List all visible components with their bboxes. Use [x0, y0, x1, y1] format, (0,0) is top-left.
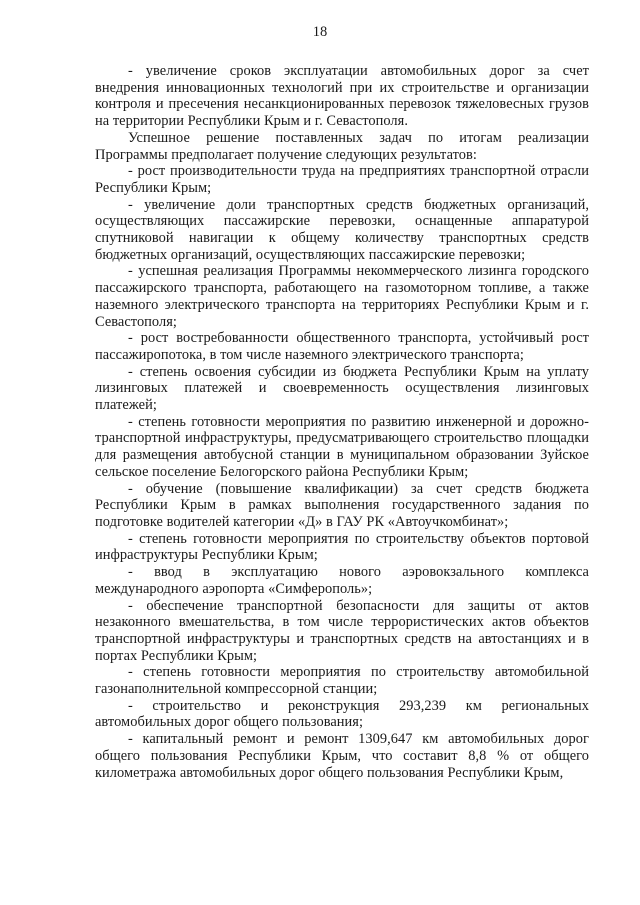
list-item-road-construction: - строительство и реконструкция 293,239 км региональных автомобильных дорог общего пользования; — [95, 697, 589, 731]
document-body — [95, 63, 589, 781]
list-item-port-infrastructure: - степень готовности мероприятия по строительству объектов портовой инфраструктуры Республики Крым; — [95, 530, 589, 564]
list-item-airport-terminal: - ввод в эксплуатацию нового аэровокзального комплекса международного аэропорта «Симферополь»; — [95, 564, 589, 597]
list-item-labor-productivity: - рост производительности труда на предприятиях транспортной отрасли Республики Крым; — [95, 163, 589, 196]
list-item-leasing-program: - успешная реализация Программы некоммерческого лизинга городского пассажирского транспорта, работающего на газомоторном топливе, а также наземного электрического транспорта на территориях Республики Крым и г. Севастополя; — [95, 263, 589, 330]
list-item-gas-station: - степень готовности мероприятия по строительству автомобильной газонаполнительной компрессорной станции; — [95, 664, 589, 698]
list-item-transport-security: - обеспечение транспортной безопасности для защиты от актов незаконного вмешательства, в том числе террористических актов объектов транспортной инфраструктуры и транспортных средств на автостанциях и в портах Республики Крым; — [95, 597, 589, 664]
list-item-leasing-subsidy: - степень освоения субсидии из бюджета Республики Крым на уплату лизинговых платежей и своевременность осуществления лизинговых платежей; — [95, 363, 589, 414]
list-item-driver-training: - обучение (повышение квалификации) за счет средств бюджета Республики Крым в рамках выполнения государственного задания по подготовке водителей категории «Д» в ГАУ РК «Автоучкомбинат»; — [95, 480, 589, 530]
list-item-public-transport-demand: - рост востребованности общественного транспорта, устойчивый рост пассажиропотока, в том числе наземного электрического транспорта; — [95, 330, 589, 363]
page-number: 18 — [312, 24, 328, 40]
paragraph-increase-road-lifetime: - увеличение сроков эксплуатации автомобильных дорог за счет внедрения инновационных технологий при их строительстве и организации контроля и пресечения несанкционированных перевозок тяжеловесных грузов на территории Республики Крым и г. Севастополя. — [95, 63, 589, 130]
list-item-satellite-navigation-share: - увеличение доли транспортных средств бюджетных организаций, осуществляющих пассажирские перевозки, оснащенные аппаратурой спутниковой навигации к общему количеству транспортных средств бюджетных организаций, осуществляющих пассажирские перевозки; — [95, 196, 589, 263]
list-item-bus-station-construction: - степень готовности мероприятия по развитию инженерной и дорожно-транспортной инфраструктуры, предусматривающего строительство площадки для размещения автобусной станции в муниципальном образовании Зуйское сельское поселение Белогорского района Республики Крым; — [95, 413, 589, 480]
paragraph-expected-results-intro: Успешное решение поставленных задач по итогам реализации Программы предполагает получение следующих результатов: — [95, 129, 589, 163]
list-item-road-repair: - капитальный ремонт и ремонт 1309,647 км автомобильных дорог общего пользования Республики Крым, что составит 8,8 % от общего километража автомобильных дорог общего пользования Республики Крым, — [95, 731, 589, 781]
